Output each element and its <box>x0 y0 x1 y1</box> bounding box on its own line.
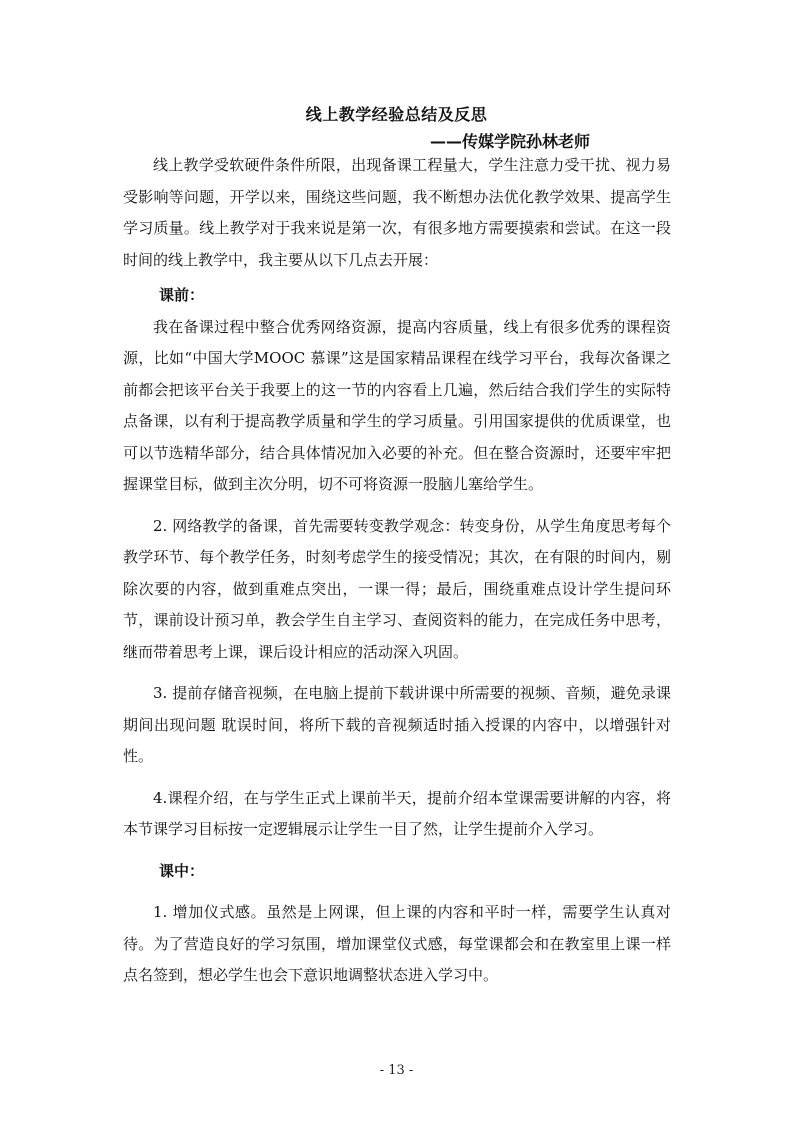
author-byline: ——传媒学院孙林老师 <box>430 132 591 151</box>
paragraph: 我在备课过程中整合优秀网络资源，提高内容质量，线上有很多优秀的课程资 源，比如“中国大学MOOC 慕课”这是国家精品课程在线学习平台，我每次备课之前都会把该平台关于我要上的这一节的内容看上几遍，然后结合我们学生的实际特点备课，以有利于提高教学质量和学生的学习质量。引用国家提供的优质课堂，也可以节选精华部分，结合具体情况加入必要的补充。但在整合资源时，还要牢牢把握课堂目标，做到主次分明，切不可将资源一股脑儿塞给学生。 <box>123 317 671 493</box>
document-body <box>123 150 671 992</box>
paragraph: 1. 增加仪式感。虽然是上网课，但上课的内容和平时一样，需要学生认真对待。为了营造良好的学习氛围，增加课堂仪式感，每堂课都会和在教室里上课一样点名签到，想必学生也会下意识地调整状态进入学习中。 <box>123 903 671 984</box>
paragraph: 4.课程介绍，在与学生正式上课前半天，提前介绍本堂课需要讲解的内容，将本节课学习目标按一定逻辑展示让学生一目了然，让学生提前介入学习。 <box>123 788 671 838</box>
intro-paragraph: 线上教学受软硬件条件所限，出现备课工程量大，学生注意力受干扰、视力易受影响等问题，开学以来，围绕这些问题，我不断想办法优化教学效果、提高学生学习质量。线上教学对于我来说是第一次，有很多地方需要摸索和尝试。在这一段时间的线上教学中，我主要从以下几点去开展： <box>123 156 671 269</box>
section-heading-before-class: 课前： <box>159 286 205 304</box>
document-title: 线上教学经验总结及反思 <box>305 105 488 124</box>
section-heading-during-class: 课中： <box>159 861 205 880</box>
paragraph: 2. 网络教学的备课，首先需要转变教学观念：转变身份，从学生角度思考每个教学环节、每个教学任务，时刻考虑学生的接受情况；其次，在有限的时间内，剔除次要的内容，做到重难点突出，一课一得；最后，围绕重难点设计学生提问环节，课前设计预习单，教会学生自主学习、查阅资料的能力，在完成任务中思考，继而带着思考上课，课后设计相应的活动深入巩固。 <box>123 516 671 661</box>
page-number: - 13 - <box>379 1063 414 1078</box>
paragraph: 3. 提前存储音视频，在电脑上提前下载讲课中所需要的视频、音频，避免录课期间出现问题 耽误时间，将所下载的音视频适时插入授课的内容中，以增强针对性。 <box>123 684 671 765</box>
